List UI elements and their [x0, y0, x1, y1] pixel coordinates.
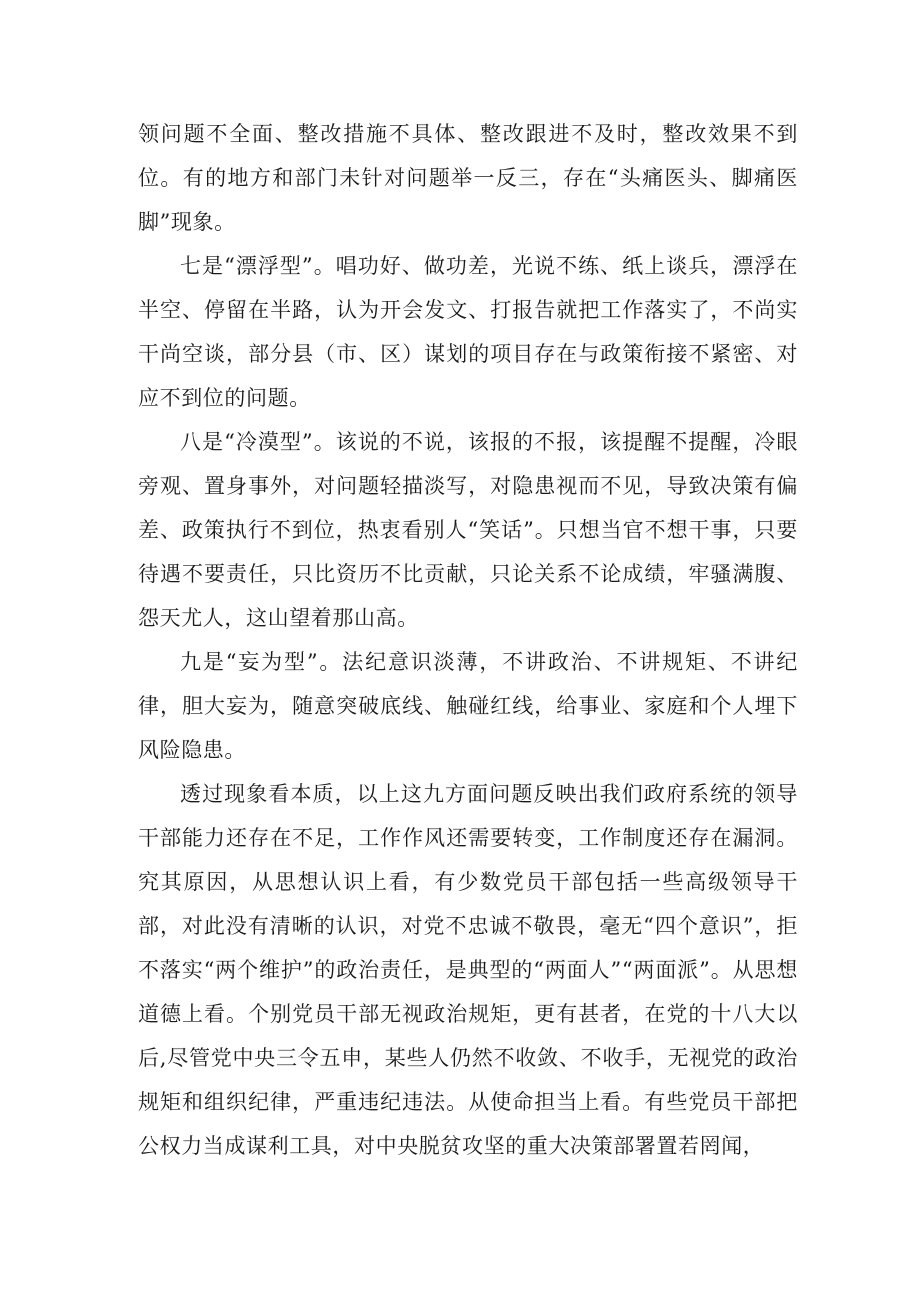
document-body	[138, 112, 798, 1168]
paragraph-3: 八是“冷漠型”。该说的不说，该报的不报，该提醒不提醒，冷眼旁观、置身事外，对问题轻描淡写，对隐患视而不见，导致决策有偏差、政策执行不到位，热衷看别人“笑话”。只想当官不想干事，只要待遇不要责任，只比资历不比贡献，只论关系不论成绩，牢骚满腹、怨天尤人，这山望着那山高。	[138, 430, 798, 630]
paragraph-4: 九是“妄为型”。法纪意识淡薄，不讲政治、不讲规矩、不讲纪律，胆大妄为，随意突破底线、触碰红线，给事业、家庭和个人埋下风险隐患。	[138, 650, 798, 762]
paragraph-5: 透过现象看本质，以上这九方面问题反映出我们政府系统的领导干部能力还存在不足，工作作风还需要转变，工作制度还存在漏洞。究其原因，从思想认识上看，有少数党员干部包括一些高级领导干部，对此没有清晰的认识，对党不忠诚不敬畏，毫无“四个意识”，拒不落实“两个维护”的政治责任，是典型的“两面人”“两面派”。从思想道德上看。个别党员干部无视政治规矩，更有甚者，在党的十八大以后,尽管党中央三令五申，某些人仍然不收敛、不收手，无视党的政治规矩和组织纪律，严重违纪违法。从使命担当上看。有些党员干部把公权力当成谋利工具，对中央脱贫攻坚的重大决策部署置若罔闻，	[138, 782, 798, 1158]
paragraph-1: 领问题不全面、整改措施不具体、整改跟进不及时，整改效果不到位。有的地方和部门未针对问题举一反三，存在“头痛医头、脚痛医脚”现象。	[138, 122, 798, 234]
paragraph-2: 七是“漂浮型”。唱功好、做功差，光说不练、纸上谈兵，漂浮在半空、停留在半路，认为开会发文、打报告就把工作落实了，不尚实干尚空谈，部分县（市、区）谋划的项目存在与政策衔接不紧密、对应不到位的问题。	[138, 254, 798, 410]
